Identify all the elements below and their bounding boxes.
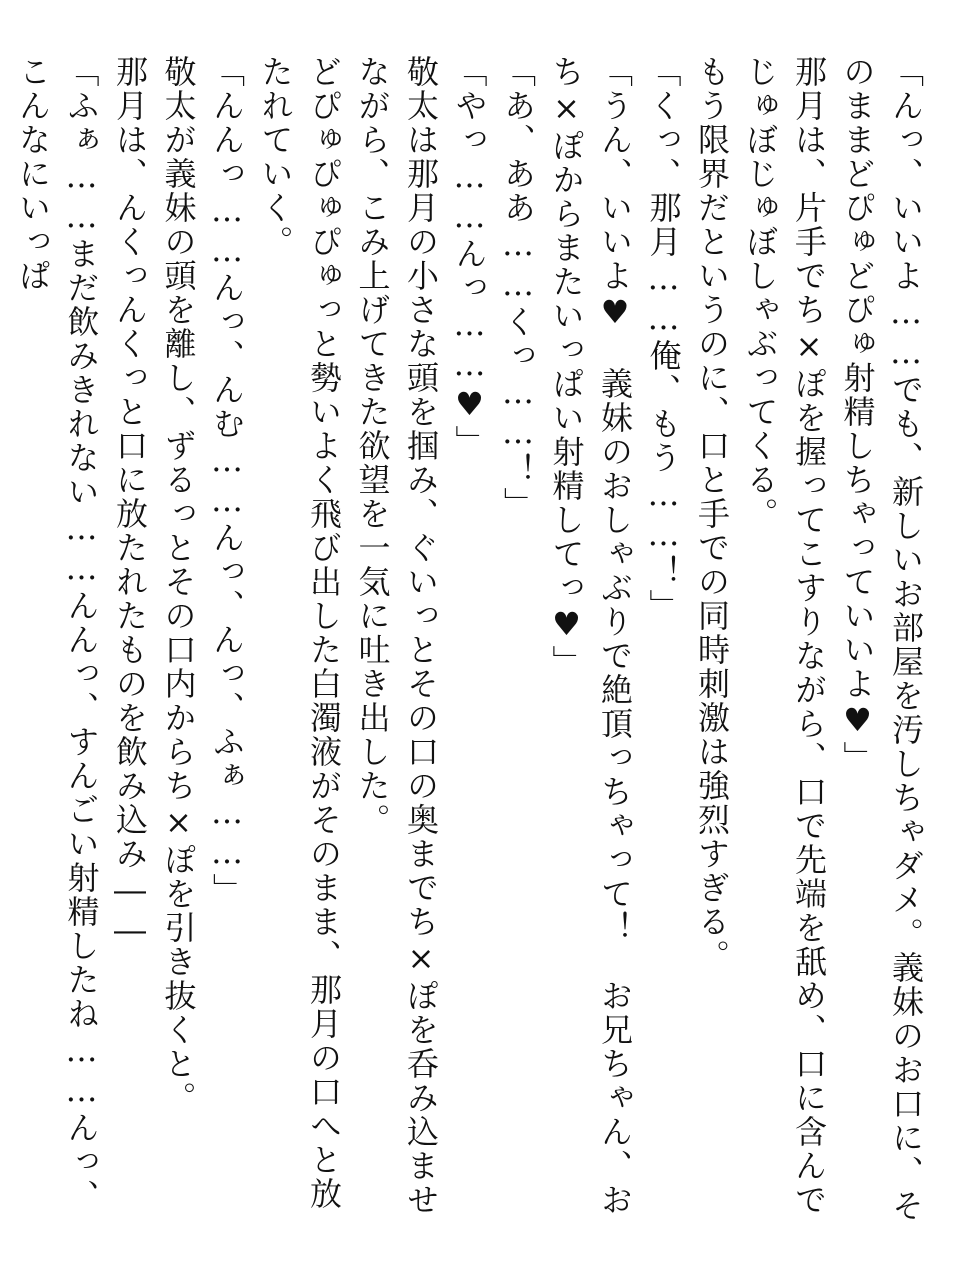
- text-line: 敬太が義妹の頭を離し、ずるっとその口内からち×ぽを引き抜くと。: [159, 55, 198, 1115]
- text-line: 「んんっ……んっ、んむ……んっ、んっ、ふぁ……」: [208, 55, 246, 907]
- novel-page: [14, 55, 930, 1235]
- text-line: 「くっ、那月……俺、もう……！」: [644, 55, 683, 623]
- text-line: 「ふぁ……まだ飲みきれない……んんっ、すんごい射精したね……んっ、こんなにいっぱ: [14, 55, 101, 1213]
- text-line: 「んっ、いいよ……でも、新しいお部屋を汚しちゃダメ。義妹のお口に、そのままどぴゅどぴゅ射精しちゃっていいよ♥」: [838, 55, 925, 1223]
- text-line: 那月は、んくっんくっと口に放たれたものを飲み込み――: [111, 55, 149, 951]
- text-line: もう限界だというのに、口と手での同時刺激は強烈すぎる。: [693, 55, 731, 973]
- text-line: 敬太は那月の小さな頭を掴み、ぐいっとその口の奥までち×ぽを呑み込ませながら、こみ上げてきた欲望を一気に吐き出した。: [353, 55, 440, 1217]
- vertical-text-body: [14, 55, 930, 1235]
- text-line: 「やっ……んっ……♥」: [450, 55, 489, 459]
- text-line: 那月は、片手でち×ぽを握ってこすりながら、口で先端を舐め、口に含んでじゅぼじゅぼしゃぶってくる。: [741, 55, 828, 1217]
- text-line: 「あ、ああ……くっ……！」: [499, 55, 537, 521]
- text-line: どぴゅぴゅぴゅっと勢いよく飛び出した白濁液がそのまま、那月の口へと放たれていく。: [256, 55, 343, 1211]
- text-line: 「うん、いいよ♥ 義妹のおしゃぶりで絶頂っちゃって！ お兄ちゃん、おち×ぽからまたいっぱい射精してっ♥」: [547, 55, 634, 1217]
